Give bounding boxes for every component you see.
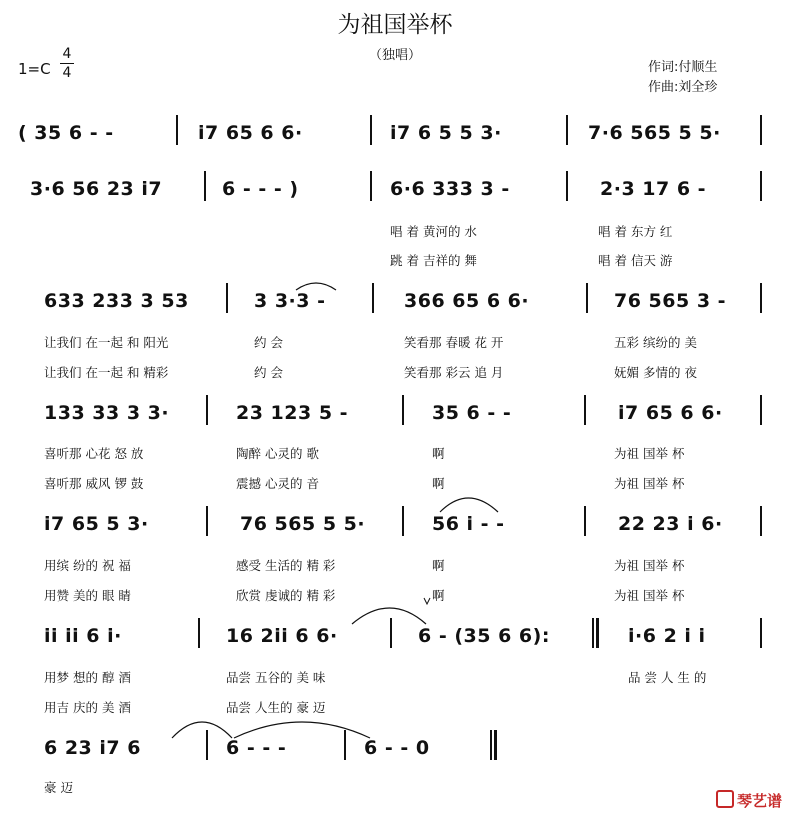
lyric-5-3-v2: 啊 xyxy=(432,588,445,603)
lyric-5-3-v1: 啊 xyxy=(432,558,445,573)
measure-6-4: i·6 2 i i xyxy=(628,625,706,647)
measure-1-4: 7·6 565 5 5· xyxy=(588,122,721,144)
measure-4-1: 133 33 3 3· xyxy=(44,402,170,424)
lyric-2-3-v2: 跳 着 吉祥的 舞 xyxy=(390,253,477,268)
time-signature-top: 4 xyxy=(62,46,72,62)
lyricist-credit: 作词:付顺生 xyxy=(648,60,718,75)
lyric-4-3-v1: 啊 xyxy=(432,446,445,461)
measure-3-4: 76 565 3 - xyxy=(614,290,727,312)
lyric-3-1-v1: 让我们 在一起 和 阳光 xyxy=(44,335,169,350)
lyric-3-2-v1: 约 会 xyxy=(254,335,283,350)
lyric-3-3-v2: 笑看那 彩云 追 月 xyxy=(404,365,504,380)
lyric-6-2-v2: 品尝 人生的 豪 迈 xyxy=(226,700,326,715)
slur-mark xyxy=(296,283,336,290)
lyric-3-4-v2: 妩媚 多情的 夜 xyxy=(614,365,697,380)
measure-1-2: i7 65 6 6· xyxy=(198,122,303,144)
lyric-3-1-v2: 让我们 在一起 和 精彩 xyxy=(44,365,169,380)
measure-7-3: 6 - - 0 xyxy=(364,737,430,759)
lyric-4-4-v2: 为祖 国举 杯 xyxy=(614,476,685,491)
measure-7-1: 6 23 i7 6 xyxy=(44,737,141,759)
measure-5-2: 76 565 5 5· xyxy=(240,513,366,535)
measure-1-3: i7 6 5 5 3· xyxy=(390,122,502,144)
lyric-6-1-v2: 用吉 庆的 美 酒 xyxy=(44,700,131,715)
lyric-3-2-v2: 约 会 xyxy=(254,365,283,380)
measure-6-2: 16 2ii 6 6· xyxy=(226,625,338,647)
subtitle: （独唱） xyxy=(368,48,421,63)
lyric-6-2-v1: 品尝 五谷的 美 味 xyxy=(226,670,326,685)
measure-4-4: i7 65 6 6· xyxy=(618,402,723,424)
measure-6-3: 6 - (35 6 6): xyxy=(418,625,550,647)
site-logo xyxy=(716,790,782,811)
measure-4-3: 35 6 - - xyxy=(432,402,512,424)
measure-5-4: 22 23 i 6· xyxy=(618,513,723,535)
measure-3-3: 366 65 6 6· xyxy=(404,290,530,312)
lyric-3-4-v1: 五彩 缤纷的 美 xyxy=(614,335,697,350)
lyric-2-4-v2: 唱 着 信天 游 xyxy=(598,253,673,268)
lyric-4-3-v2: 啊 xyxy=(432,476,445,491)
page-title: 为祖国举杯 xyxy=(337,12,453,38)
lyric-5-4-v1: 为祖 国举 杯 xyxy=(614,558,685,573)
measure-3-2: 3 3·3 - xyxy=(254,290,326,312)
logo-text: 琴艺谱 xyxy=(737,792,783,810)
lyric-5-1-v2: 用赞 美的 眼 睛 xyxy=(44,588,131,603)
lyric-6-1-v1: 用梦 想的 醇 酒 xyxy=(44,670,131,685)
measure-2-2: 6 - - - ) xyxy=(222,178,299,200)
key-signature: 1=C xyxy=(18,60,51,78)
measure-2-1: 3·6 56 23 i7 xyxy=(30,178,163,200)
measure-6-1: ii ii 6 i· xyxy=(44,625,122,647)
measure-2-3: 6·6 333 3 - xyxy=(390,178,510,200)
measure-7-2: 6 - - - xyxy=(226,737,287,759)
lyric-6-4-v1: 品 尝 人 生 的 xyxy=(628,670,707,685)
lyric-4-1-v2: 喜听那 威风 锣 鼓 xyxy=(44,476,144,491)
breath-mark xyxy=(424,598,430,604)
lyric-5-1-v1: 用缤 纷的 祝 福 xyxy=(44,558,131,573)
lyric-4-1-v1: 喜听那 心花 怒 放 xyxy=(44,446,144,461)
measure-5-1: i7 65 5 3· xyxy=(44,513,149,535)
measure-2-4: 2·3 17 6 - xyxy=(600,178,707,200)
measure-1-1: ( 35 6 - - xyxy=(18,122,114,144)
time-signature-bottom: 4 xyxy=(62,65,72,81)
slur-mark xyxy=(352,608,426,624)
lyric-4-4-v1: 为祖 国举 杯 xyxy=(614,446,685,461)
lyric-4-2-v1: 陶醉 心灵的 歌 xyxy=(236,446,319,461)
lyric-5-4-v2: 为祖 国举 杯 xyxy=(614,588,685,603)
measure-5-3: 56 i - - xyxy=(432,513,505,535)
measure-4-2: 23 123 5 - xyxy=(236,402,349,424)
logo-icon xyxy=(716,790,734,808)
lyric-4-2-v2: 震撼 心灵的 音 xyxy=(236,476,319,491)
measure-3-1: 633 233 3 53 xyxy=(44,290,189,312)
lyric-7-1-v1: 豪 迈 xyxy=(44,780,73,795)
lyric-5-2-v1: 感受 生活的 精 彩 xyxy=(236,558,336,573)
slur-mark xyxy=(440,498,498,512)
slur-mark xyxy=(234,722,370,738)
lyric-3-3-v1: 笑看那 春暖 花 开 xyxy=(404,335,504,350)
slur-mark xyxy=(172,722,232,738)
lyric-5-2-v2: 欣赏 虔诚的 精 彩 xyxy=(236,588,336,603)
lyric-2-4-v1: 唱 着 东方 红 xyxy=(598,224,673,239)
composer-credit: 作曲:刘全珍 xyxy=(648,80,718,95)
lyric-2-3-v1: 唱 着 黄河的 水 xyxy=(390,224,477,239)
